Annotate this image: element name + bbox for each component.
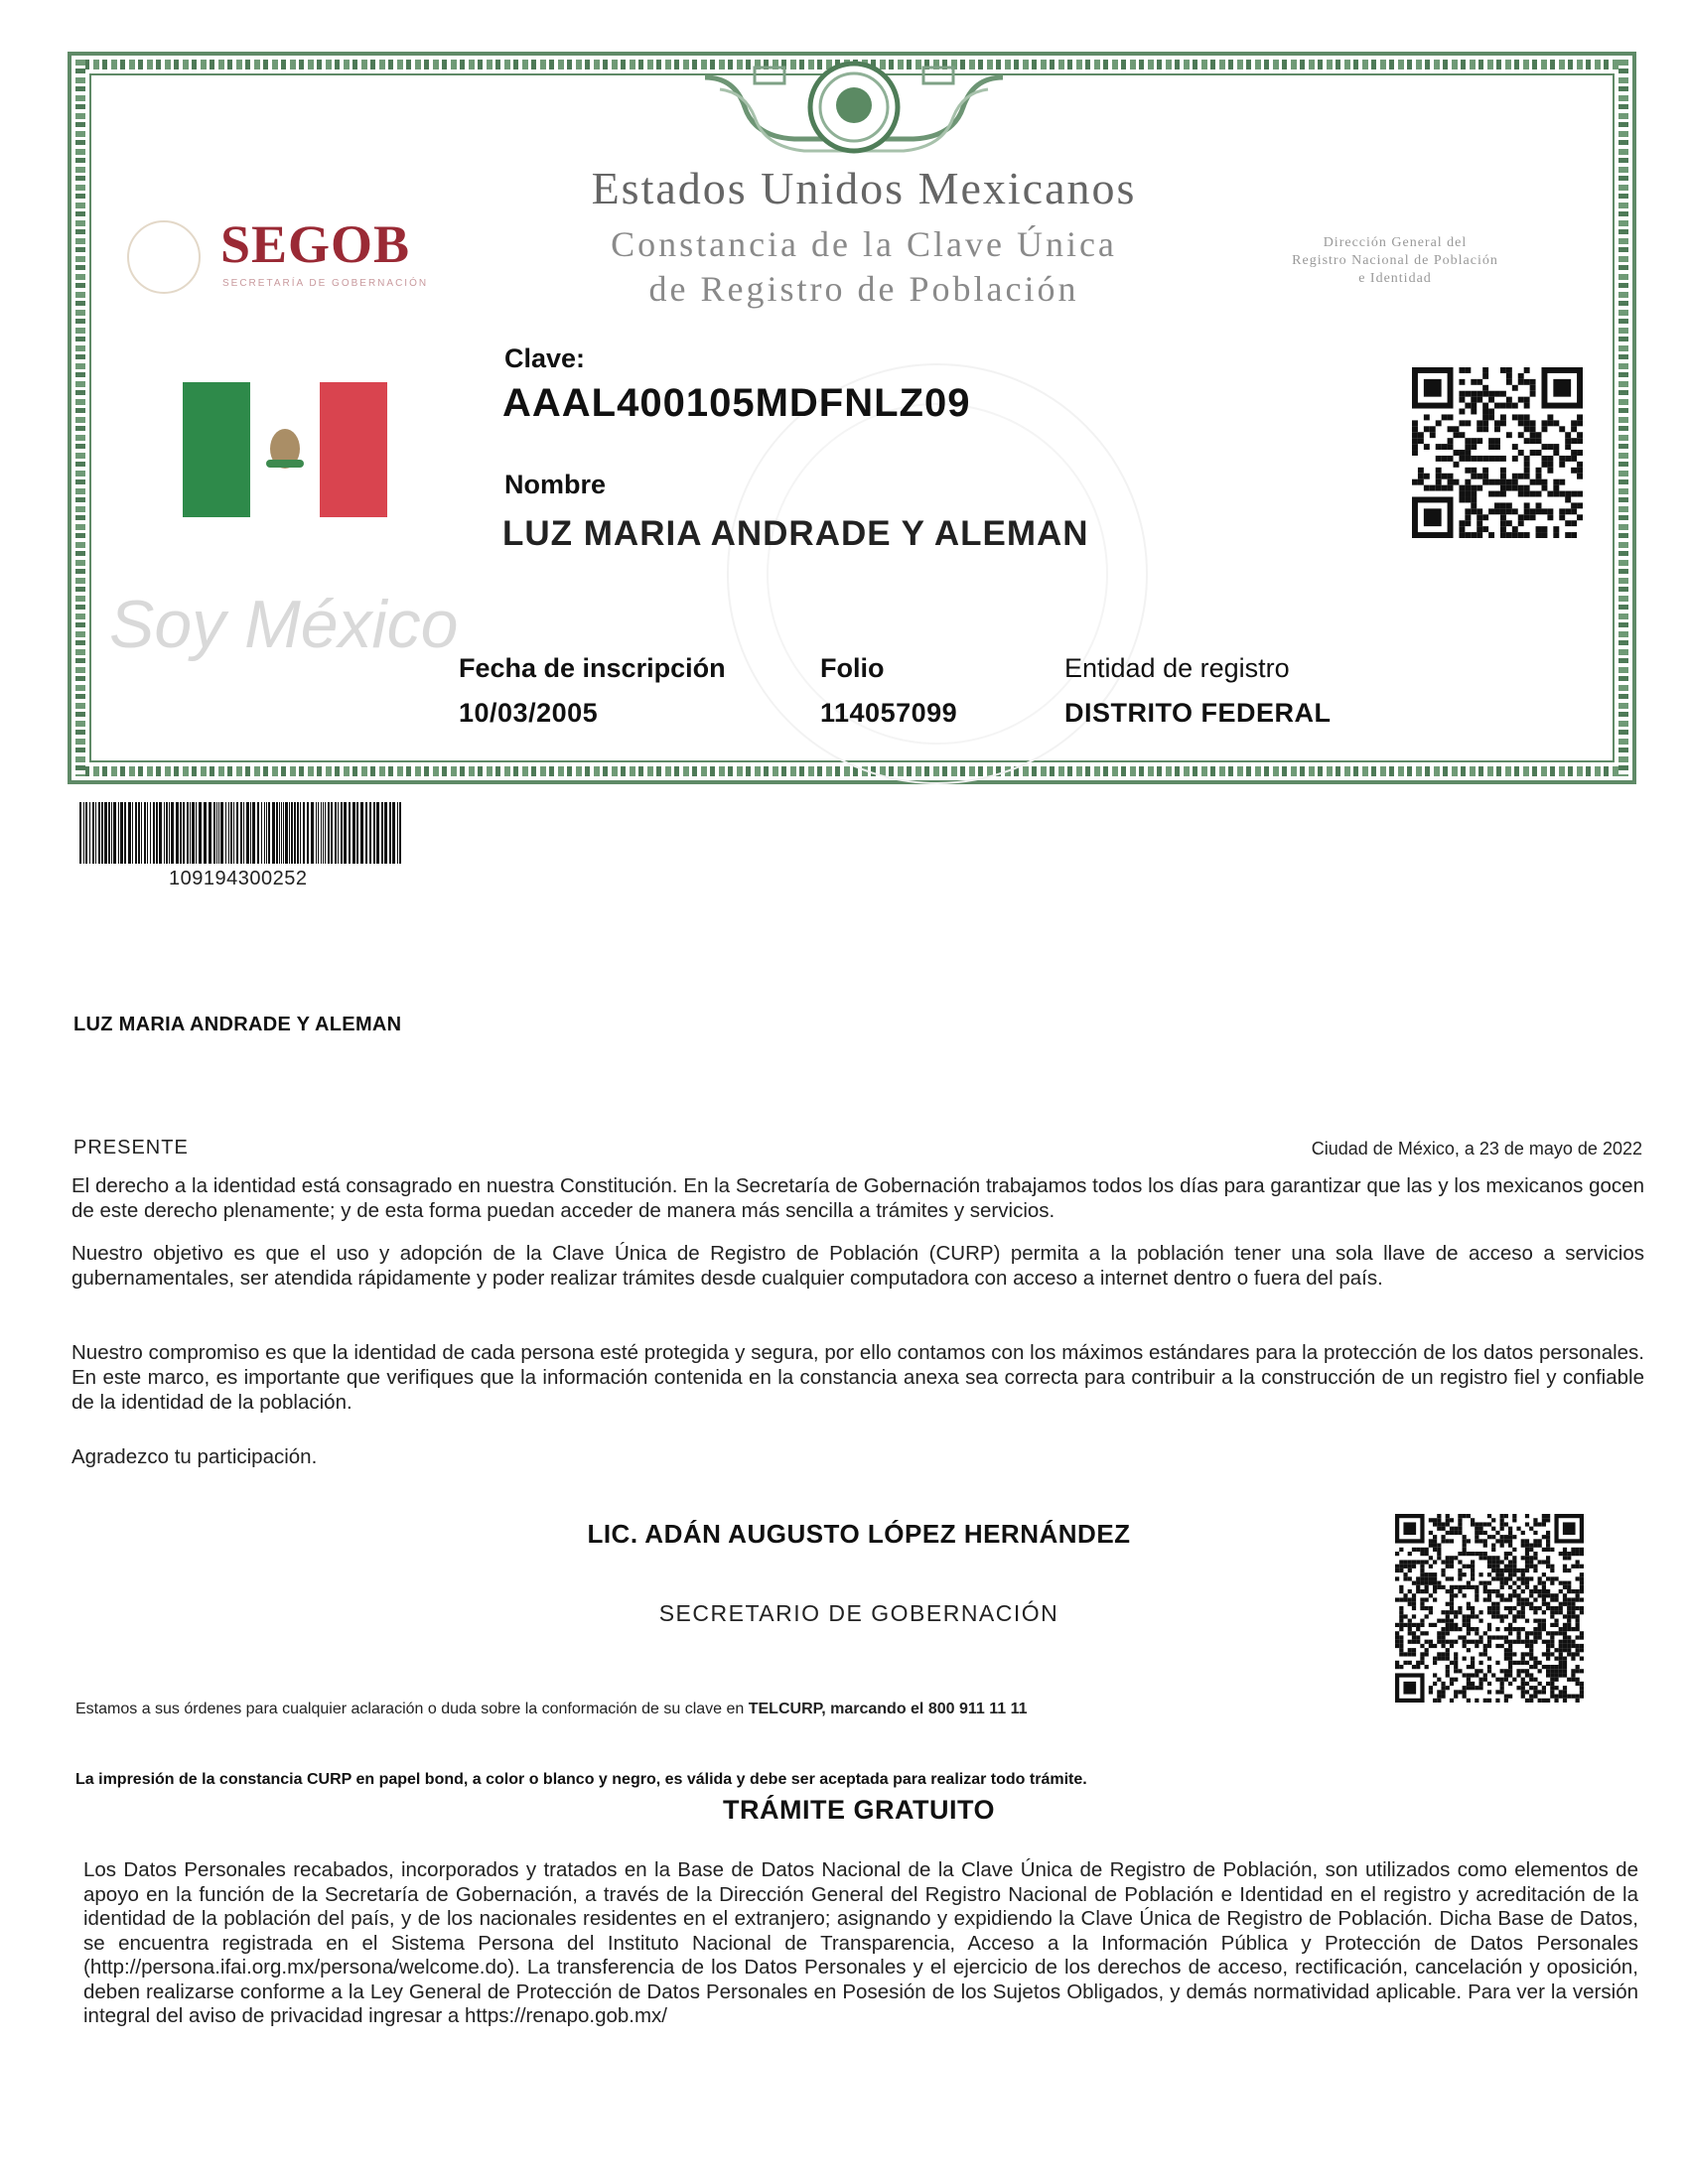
letter-place-date: Ciudad de México, a 23 de mayo de 2022: [1311, 1139, 1642, 1159]
contact-text: Estamos a sus órdenes para cualquier aclaración o duda sobre la conformación de su clave en: [75, 1701, 749, 1717]
validity-note: La impresión de la constancia CURP en papel bond, a color o blanco y negro, es válida y debe ser aceptada para realizar todo trámite.: [75, 1771, 1087, 1788]
fecha-label: Fecha de inscripción: [459, 653, 726, 683]
segob-subtitle: SECRETARÍA DE GOBERNACIÓN: [222, 278, 429, 289]
privacy-notice: Los Datos Personales recabados, incorporados y tratados en la Base de Datos Nacional de la Clave Única de Registro de Población, son utilizados como elementos de apoyo en la función de la Secretaría de Gobernación, a través de la Dirección General del Registro Nacional de Población e Identidad en el registro y acreditación de la identidad de la población del país, y de los nacionales residentes en el extranjero; asignando y expidiendo la Clave Única de Registro de Población. Dicha Base de Datos, se encuentra registrada en el Sistema Persona del Instituto Nacional de Transparencia, Acceso a la Información Pública y Protección de Datos Personales (http://persona.ifai.org.mx/persona/welcome.do). La transferencia de los Datos Personales y el ejercicio de los derechos de acceso, rectificación, cancelación y oposición, deben realizarse conforme a la Ley General de Protección de Datos Personales en Posesión de los Sujetos Obligados, y demás normatividad aplicable. Para ver la versión integral del aviso de privacidad ingresar a https://renapo.gob.mx/: [83, 1858, 1638, 2027]
dgrnpi-line-2: Registro Nacional de Población: [1292, 253, 1498, 268]
tramite-gratuito: TRÁMITE GRATUITO: [723, 1795, 995, 1825]
signer-name: LIC. ADÁN AUGUSTO LÓPEZ HERNÁNDEZ: [587, 1519, 1131, 1549]
dgrnpi-line-3: e Identidad: [1358, 271, 1432, 286]
segob-emblem-icon: [127, 220, 201, 294]
fecha-value: 10/03/2005: [459, 698, 599, 728]
letter-presente: PRESENTE: [73, 1137, 189, 1159]
border-right: [1618, 60, 1628, 776]
contact-line: [75, 1701, 1028, 1718]
letter-paragraph-3: Nuestro compromiso es que la identidad de cada persona esté protegida y segura, por ello contamos con los máximos estándares para la protección de los datos personales. En este marco, es importante que verifiques que la información contenida en la constancia anexa sea correcta para contribuir a la construcción de un registro fiel y confiable de la identidad de la población.: [71, 1341, 1644, 1414]
barcode-icon: [79, 802, 407, 864]
border-bottom: [75, 766, 1628, 776]
letter-paragraph-1: El derecho a la identidad está consagrado en nuestra Constitución. En la Secretaría de Gobernación trabajamos todos los días para garantizar que las y los mexicanos gocen de este derecho plenamente; y de esta forma puedan acceder de manera más sencilla a trámites y servicios.: [71, 1174, 1644, 1222]
folio-label: Folio: [820, 653, 885, 683]
segob-logo: SEGOB: [220, 214, 411, 274]
dgrnpi-block: [1231, 234, 1559, 288]
entidad-label: Entidad de registro: [1064, 653, 1290, 683]
letter-recipient: LUZ MARIA ANDRADE Y ALEMAN: [73, 1014, 402, 1035]
signer-title: SECRETARIO DE GOBERNACIÓN: [658, 1600, 1059, 1626]
nombre-label: Nombre: [504, 470, 607, 499]
contact-phone: TELCURP, marcando el 800 911 11 11: [748, 1701, 1028, 1717]
national-emblem-icon: [695, 58, 1013, 167]
qr-code-icon: [1412, 367, 1583, 538]
mexican-flag-icon: [183, 382, 387, 517]
dgrnpi-line-1: Dirección General del: [1323, 235, 1468, 250]
header-subtitle-2: de Registro de Población: [648, 269, 1079, 309]
clave-label: Clave:: [504, 343, 586, 373]
border-left: [75, 60, 85, 776]
clave-value: AAAL400105MDFNLZ09: [502, 381, 971, 425]
soy-mexico-watermark: Soy México: [109, 587, 459, 662]
nombre-value: LUZ MARIA ANDRADE Y ALEMAN: [502, 514, 1089, 553]
seal-watermark-inner: [767, 403, 1108, 745]
folio-value: 114057099: [820, 698, 958, 728]
entidad-value: DISTRITO FEDERAL: [1064, 698, 1332, 728]
letter-paragraph-2: Nuestro objetivo es que el uso y adopción de la Clave Única de Registro de Población (CURP) permita a la población tener una sola llave de acceso a servicios gubernamentales, ser atendida rápidamente y poder realizar trámites desde cualquier computadora con acceso a internet dentro o fuera del país.: [71, 1242, 1644, 1290]
header-title: Estados Unidos Mexicanos: [591, 163, 1137, 213]
header-subtitle-1: Constancia de la Clave Única: [611, 224, 1117, 264]
letter-thanks: Agradezco tu participación.: [71, 1445, 318, 1468]
barcode-number: 109194300252: [169, 868, 308, 889]
qr-code-icon: [1395, 1514, 1584, 1703]
